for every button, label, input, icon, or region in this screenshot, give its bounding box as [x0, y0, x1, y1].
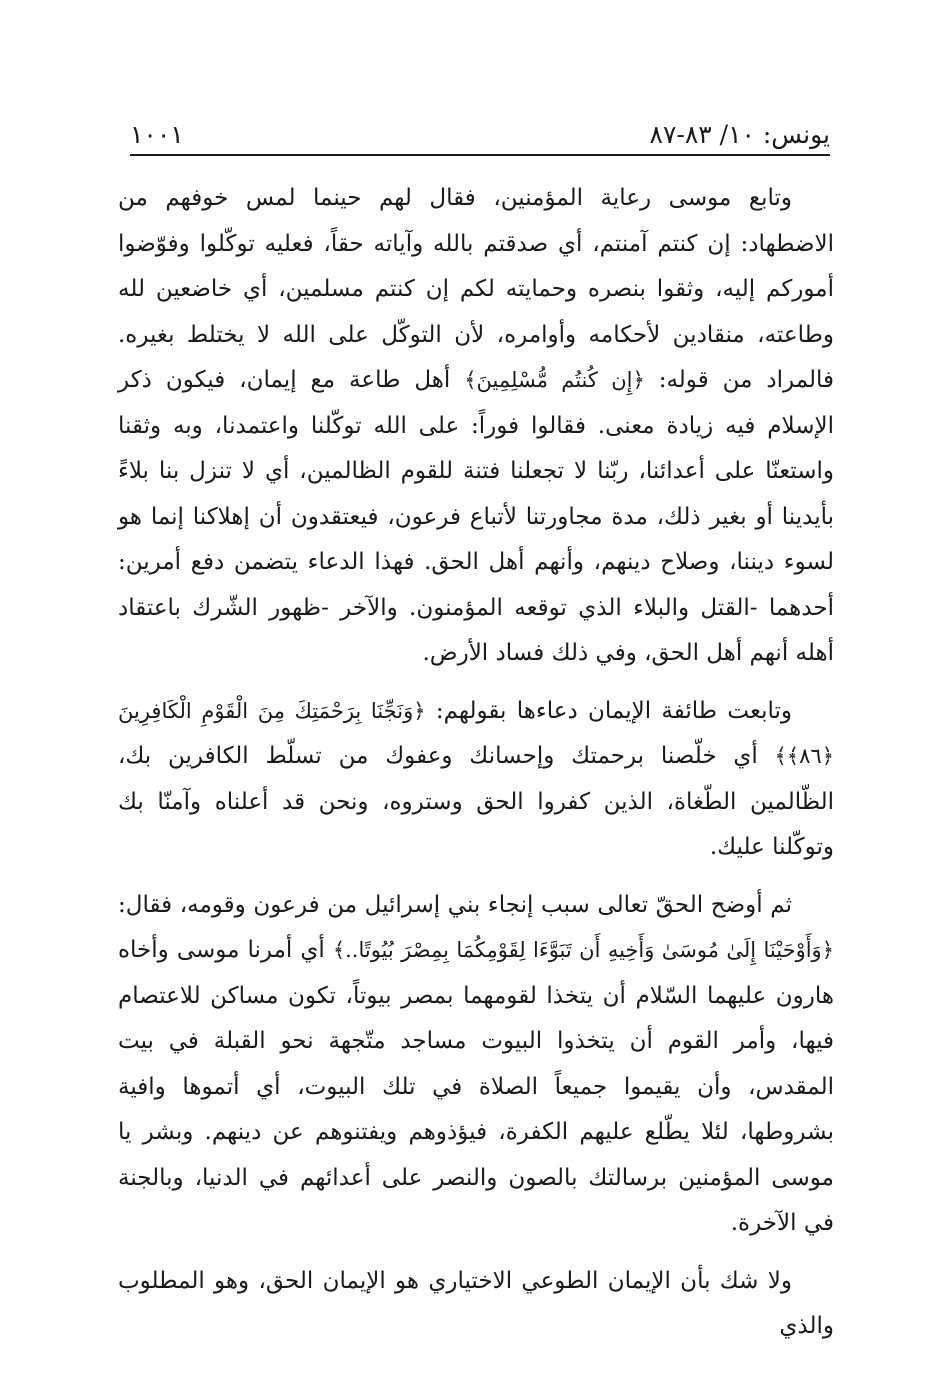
paragraph-1-text-a: وتابع موسى رعاية المؤمنين، فقال لهم حينما لمس خوفهم من الاضطهاد: إن كنتم آمنتم، أي صدقتم بالله وآياته حقاً، فعليه توكّلوا وفوّضوا أموركم إليه، وثقوا بنصره وحمايته لكم إن كنتم مسلمين، أي خاضعين لله وطاعته، منقادين لأحكامه وأوامره، لأن التوكّل على الله لا يختلط بغيره. فالمراد من قوله: [118, 185, 835, 393]
quran-quote-2: ﴿وَنَجِّنَا بِرَحْمَتِكَ مِنَ الْقَوْمِ الْكَافِرِينَ ﴿٨٦﴾﴾ [118, 698, 834, 768]
header-rule [130, 154, 830, 156]
page-header [130, 112, 830, 156]
paragraph-2-text-b: أي خلّصنا برحمتك وإحسانك وعفوك من تسلّط الكافرين بك، الظّالمين الطّغاة، الذين كفروا الحق وستروه، ونحن قد أعلناه وآمنّا بك وتوكّلنا عليك. [118, 743, 834, 860]
paragraph-4 [118, 1259, 834, 1350]
page-body [118, 176, 834, 1350]
quran-quote-3: ﴿وَأَوْحَيْنَا إِلَىٰ مُوسَىٰ وَأَخِيهِ أَن تَبَوَّءَا لِقَوْمِكُمَا بِمِصْرَ بُيُوتًا..﴾ [332, 938, 835, 962]
paragraph-2 [118, 689, 834, 871]
paragraph-3-text-b: أي أمرنا موسى وأخاه هارون عليهما السّلام أن يتخذا لقومهما بمصر بيوتاً، تكون مساكن للاعتصام فيها، وأمر القوم أن يتخذوا البيوت مساجد متّجهة نحو القبلة في بيت المقدس، وأن يقيموا جميعاً الصلاة في تلك البيوت، أي أتموها وافية بشروطها، لئلا يطّلع عليهم الكفرة، فيؤذوهم ويفتنوهم عن دينهم. وبشر يا موسى المؤمنين برسالتك بالصون والنصر على أعدائهم في الدنيا، وبالجنة في الآخرة. [118, 937, 835, 1236]
paragraph-4-text: ولا شك بأن الإيمان الطوعي الاختياري هو الإيمان الحق، وهو المطلوب والذي [118, 1267, 834, 1339]
paragraph-1-text-b: أهل طاعة مع إيمان، فيكون ذكر الإسلام فيه زيادة معنى. فقالوا فوراً: على الله توكّلنا واعتمدنا، وبه وثقنا واستعنّا على أعدائنا، ربّنا لا تجعلنا فتنة للقوم الظالمين، أي لا تنزل بنا بلاءً بأيدينا أو بغير ذلك، مدة مجاورتنا لأتباع فرعون، فيعتقدون أن إهلاكنا إنما هو لسوء ديننا، وصلاح دينهم، وأنهم أهل الحق. فهذا الدعاء يتضمن دفع أمرين: أحدهما -القتل والبلاء الذي توقعه المؤمنون. والآخر -ظهور الشّرك باعتقاد أهله أنهم أهل الحق، وفي ذلك فساد الأرض. [118, 367, 834, 666]
paragraph-2-text-a: وتابعت طائفة الإيمان دعاءها بقولهم: [435, 697, 793, 724]
quran-quote-1: ﴿إِن كُنتُم مُّسْلِمِينَ﴾ [464, 368, 645, 392]
paragraph-1 [118, 176, 834, 677]
paragraph-3-text-a: ثم أوضح الحقّ تعالى سبب إنجاء بني إسرائيل من فرعون وقومه، فقال: [118, 891, 792, 918]
paragraph-3 [118, 883, 834, 1247]
page-number: ١٠٠١ [130, 120, 184, 149]
running-title: يونس: ١٠/ ٨٣-٨٧ [649, 120, 830, 149]
